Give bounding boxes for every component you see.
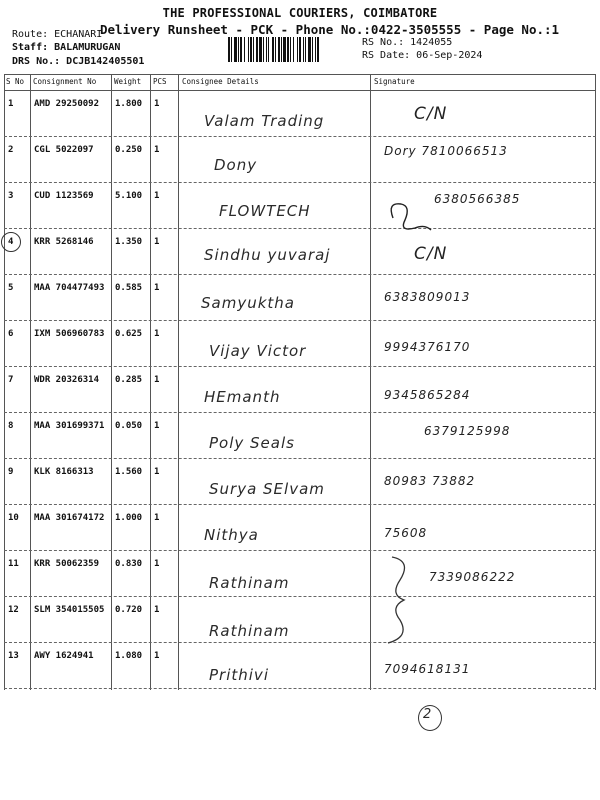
table-row xyxy=(4,136,596,182)
row-consignment-no: MAA 301699371 xyxy=(34,421,105,431)
row-consignment-no: SLM 354015505 xyxy=(34,605,105,615)
row-sno: 13 xyxy=(8,651,19,661)
row-consignee-handwritten: Rathinam xyxy=(209,622,290,640)
row-consignment-no: AMD 29250092 xyxy=(34,99,100,109)
row-signature-handwritten: 75608 xyxy=(384,526,428,540)
row-consignment-no: WDR 20326314 xyxy=(34,375,100,385)
row-consignee-handwritten: Valam Trading xyxy=(204,112,325,130)
row-consignee-handwritten: Prithivi xyxy=(209,666,269,684)
row-weight: 1.000 xyxy=(115,513,143,523)
row-weight: 0.720 xyxy=(115,605,143,615)
barcode-image xyxy=(228,37,354,62)
table-row xyxy=(4,182,596,228)
row-consignment-no: CUD 1123569 xyxy=(34,191,94,201)
row-signature-handwritten: 80983 73882 xyxy=(384,474,476,488)
row-signature-handwritten: C/N xyxy=(414,104,448,124)
row-signature-handwritten: 9994376170 xyxy=(384,340,471,354)
table-row xyxy=(4,504,596,550)
col-header-weight: Weight xyxy=(114,77,142,86)
signature-scribble-3 xyxy=(385,198,435,238)
runsheet-title: Delivery Runsheet - PCK - Phone No.:0422-3505555 - Page No.:1 xyxy=(100,22,560,37)
table-row xyxy=(4,550,596,596)
row-weight: 0.050 xyxy=(115,421,143,431)
row-sno: 6 xyxy=(8,329,14,339)
rs-date: RS Date: 06-Sep-2024 xyxy=(362,50,483,61)
row-sno: 12 xyxy=(8,605,19,615)
row-pcs: 1 xyxy=(154,329,160,339)
row-pcs: 1 xyxy=(154,651,160,661)
row-pcs: 1 xyxy=(154,237,160,247)
row-consignment-no: KRR 50062359 xyxy=(34,559,100,569)
row-signature-handwritten: 9345865284 xyxy=(384,388,471,402)
row-consignee-handwritten: Rathinam xyxy=(209,574,290,592)
row-pcs: 1 xyxy=(154,145,160,155)
row-consignee-handwritten: Samyuktha xyxy=(201,294,295,312)
table-row xyxy=(4,642,596,688)
table-row xyxy=(4,596,596,642)
col-header-consignee: Consignee Details xyxy=(182,77,259,86)
row-pcs: 1 xyxy=(154,99,160,109)
row-pcs: 1 xyxy=(154,283,160,293)
row-weight: 0.585 xyxy=(115,283,143,293)
row-signature-handwritten: 6383809013 xyxy=(384,290,471,304)
row-consignment-no: AWY 1624941 xyxy=(34,651,94,661)
row-consignee-handwritten: HEmanth xyxy=(204,388,281,406)
table-row xyxy=(4,90,596,136)
table-row xyxy=(4,228,596,274)
row-sno: 11 xyxy=(8,559,19,569)
row-signature-handwritten: C/N xyxy=(414,244,448,264)
row-pcs: 1 xyxy=(154,191,160,201)
table-row xyxy=(4,320,596,366)
row-4-circle-mark xyxy=(1,232,21,252)
row-weight: 0.830 xyxy=(115,559,143,569)
row-pcs: 1 xyxy=(154,375,160,385)
company-title: THE PROFESSIONAL COURIERS, COIMBATORE xyxy=(162,6,438,20)
col-header-sno: S No xyxy=(6,77,25,86)
route-label: Route: ECHANARI xyxy=(12,29,103,40)
row-weight: 1.560 xyxy=(115,467,143,477)
row-weight: 5.100 xyxy=(115,191,143,201)
row-sno: 4 xyxy=(8,237,14,247)
row-sno: 1 xyxy=(8,99,14,109)
row-consignee-handwritten: FLOWTECH xyxy=(219,202,311,220)
row-pcs: 1 xyxy=(154,467,160,477)
row-consignment-no: MAA 704477493 xyxy=(34,283,105,293)
drs-number: DRS No.: DCJB142405501 xyxy=(12,56,145,67)
row-consignment-no: IXM 506960783 xyxy=(34,329,105,339)
row-divider xyxy=(4,688,596,689)
row-consignee-handwritten: Nithya xyxy=(204,526,259,544)
row-signature-handwritten: 7339086222 xyxy=(429,570,516,584)
col-header-signature: Signature xyxy=(374,77,415,86)
row-sno: 5 xyxy=(8,283,14,293)
rs-number: RS No.: 1424055 xyxy=(362,37,453,48)
row-pcs: 1 xyxy=(154,605,160,615)
row-consignee-handwritten: Vijay Victor xyxy=(209,342,307,360)
row-sno: 2 xyxy=(8,145,14,155)
row-consignment-no: KRR 5268146 xyxy=(34,237,94,247)
row-weight: 1.800 xyxy=(115,99,143,109)
row-pcs: 1 xyxy=(154,513,160,523)
row-signature-handwritten: 7094618131 xyxy=(384,662,471,676)
col-header-consignment: Consignment No xyxy=(33,77,97,86)
row-signature-handwritten: 6380566385 xyxy=(434,192,521,206)
page-mark-text: 2 xyxy=(423,707,433,722)
row-consignment-no: KLK 8166313 xyxy=(34,467,94,477)
row-consignee-handwritten: Sindhu yuvaraj xyxy=(204,246,331,264)
col-header-pcs: PCS xyxy=(153,77,167,86)
table-row xyxy=(4,366,596,412)
row-consignee-handwritten: Dony xyxy=(214,156,258,174)
row-sno: 7 xyxy=(8,375,14,385)
row-weight: 0.285 xyxy=(115,375,143,385)
table-row xyxy=(4,412,596,458)
row-signature-handwritten: Dory 7810066513 xyxy=(384,144,508,158)
runsheet-table xyxy=(4,74,596,690)
signature-brace-mark xyxy=(382,555,422,645)
row-weight: 1.350 xyxy=(115,237,143,247)
row-weight: 0.625 xyxy=(115,329,143,339)
row-consignee-handwritten: Surya SElvam xyxy=(209,480,325,498)
row-weight: 0.250 xyxy=(115,145,143,155)
row-sno: 10 xyxy=(8,513,19,523)
table-row xyxy=(4,458,596,504)
row-sno: 3 xyxy=(8,191,14,201)
row-sno: 8 xyxy=(8,421,14,431)
row-pcs: 1 xyxy=(154,421,160,431)
row-weight: 1.080 xyxy=(115,651,143,661)
staff-label: Staff: BALAMURUGAN xyxy=(12,42,121,53)
row-consignee-handwritten: Poly Seals xyxy=(209,434,295,452)
row-consignment-no: CGL 5022097 xyxy=(34,145,94,155)
row-signature-handwritten: 6379125998 xyxy=(424,424,511,438)
row-consignment-no: MAA 301674172 xyxy=(34,513,105,523)
table-row xyxy=(4,274,596,320)
row-sno: 9 xyxy=(8,467,14,477)
row-pcs: 1 xyxy=(154,559,160,569)
